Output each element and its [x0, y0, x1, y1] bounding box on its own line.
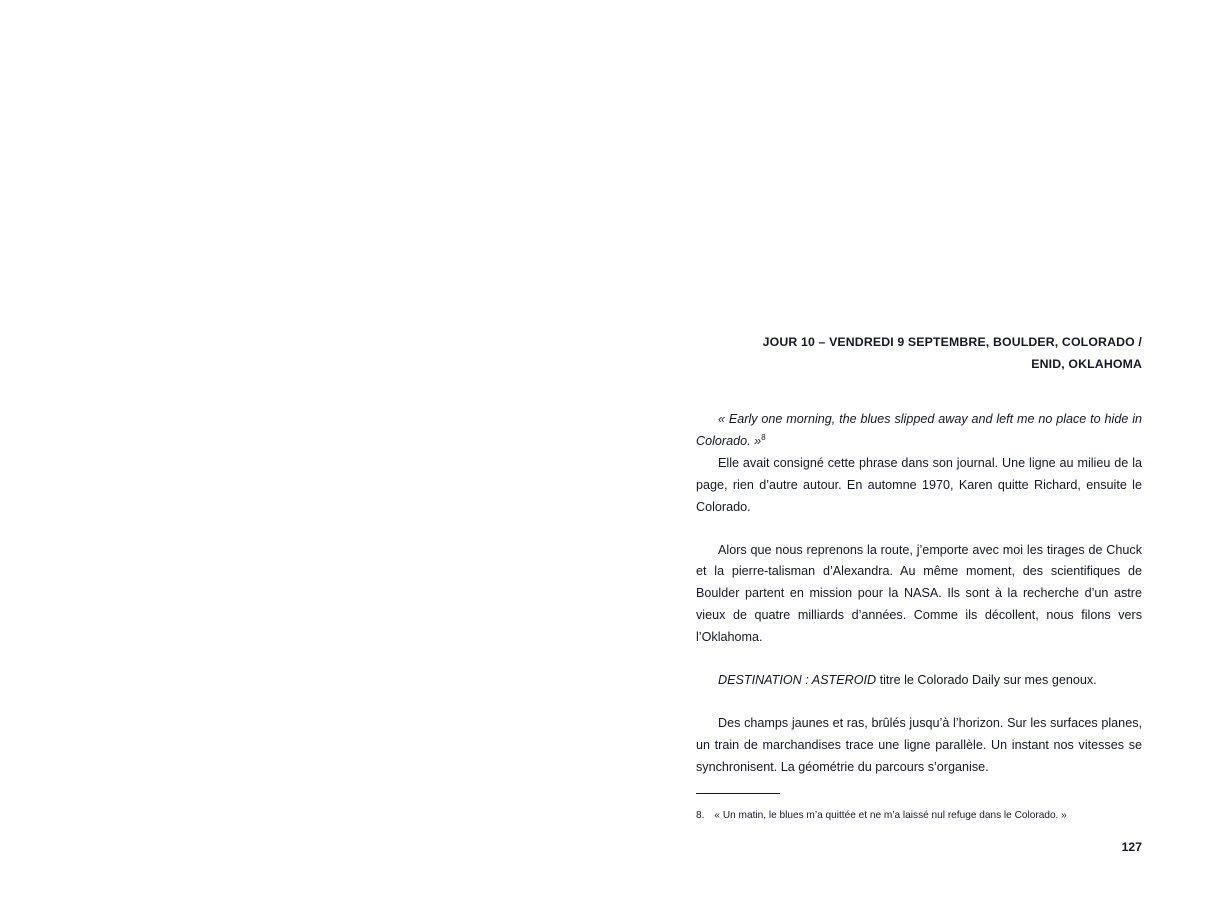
paragraph-3-rest: titre le Colorado Daily sur mes genoux. [876, 673, 1097, 688]
paragraph-3 [696, 670, 1142, 692]
page-number: 127 [1121, 840, 1142, 854]
paragraph-1: Elle avait consigné cette phrase dans son journal. Une ligne au milieu de la page, rien d’autre autour. En automne 1970, Karen quitte Richard, ensuite le Colorado. [696, 455, 1142, 514]
paragraph-2: Alors que nous reprenons la route, j’emporte avec moi les tirages de Chuck et la pierre-talisman d’Alexandra. Au même moment, des scientifiques de Boulder partent en mission pour la NASA. Ils sont à la recherche d’un astre vieux de quatre milliards d’années. Comme ils décollent, nous filons vers l’Oklahoma. [696, 542, 1142, 645]
footnote-area [696, 793, 1142, 823]
epigraph-footnote-marker: 8 [761, 432, 766, 442]
footnote-divider [696, 793, 780, 794]
epigraph-paragraph [696, 409, 1142, 453]
newspaper-headline: DESTINATION : ASTEROID [718, 673, 877, 688]
paragraph-4: Des champs jaunes et ras, brûlés jusqu’à l’horizon. Sur les surfaces planes, un train de marchandises trace une ligne parallèle. Un instant nos vitesses se synchronisent. La géométrie du parcours s’organise. [696, 716, 1142, 774]
footnote-number: 8. [696, 810, 705, 821]
paragraph-spacer-2 [696, 649, 1142, 670]
chapter-title-line-2: ENID, OKLAHOMA [1031, 356, 1142, 371]
epigraph-text: « Early one morning, the blues slipped away and left me no place to hide in Colorado. » [696, 412, 1142, 448]
chapter-title-line-1: JOUR 10 – VENDREDI 9 SEPTEMBRE, BOULDER, COLORADO / [762, 335, 1142, 349]
chapter-title [696, 332, 1142, 375]
paragraph-spacer-3 [696, 692, 1142, 713]
text-column [696, 0, 1142, 779]
paragraph-spacer-1 [696, 519, 1142, 540]
footnote-text: « Un matin, le blues m’a quittée et ne m’a laissé nul refuge dans le Colorado. » [714, 810, 1067, 821]
body-text [696, 409, 1142, 779]
footnote [696, 808, 1142, 823]
